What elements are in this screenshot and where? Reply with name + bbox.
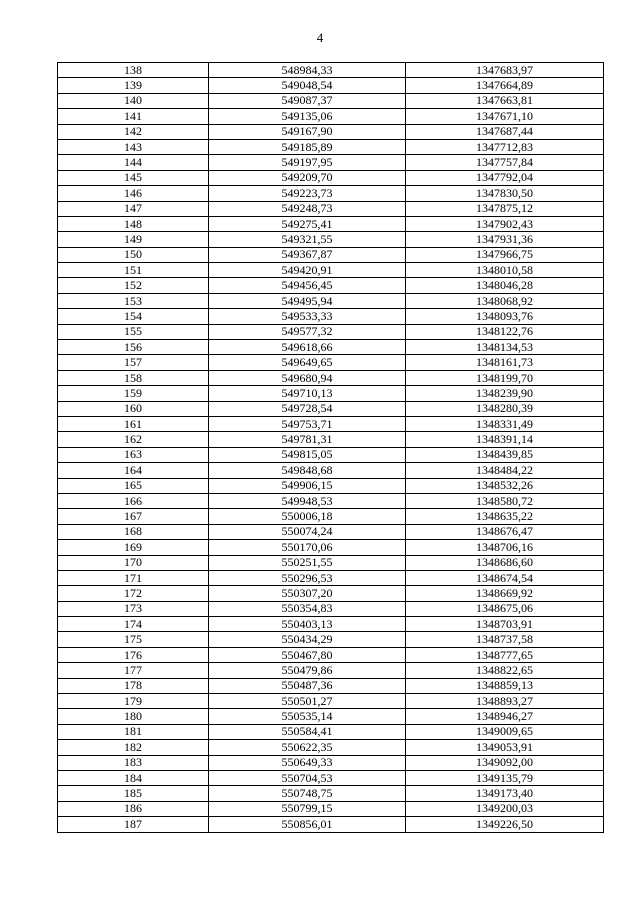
- y-coordinate-cell: 1348674,54: [406, 570, 604, 585]
- y-coordinate-cell: 1348686,60: [406, 555, 604, 570]
- point-number-cell: 157: [58, 355, 209, 370]
- x-coordinate-cell: 549197,95: [209, 155, 406, 170]
- x-coordinate-cell: 550354,83: [209, 601, 406, 616]
- x-coordinate-cell: 550501,27: [209, 694, 406, 709]
- point-number-cell: 158: [58, 370, 209, 385]
- table-row: [58, 355, 604, 370]
- table-row: [58, 432, 604, 447]
- table-row: [58, 694, 604, 709]
- y-coordinate-cell: 1347683,97: [406, 63, 604, 78]
- point-number-cell: 171: [58, 570, 209, 585]
- point-number-cell: 183: [58, 755, 209, 770]
- table-row: [58, 770, 604, 785]
- table-row: [58, 493, 604, 508]
- point-number-cell: 182: [58, 740, 209, 755]
- x-coordinate-cell: 549753,71: [209, 416, 406, 431]
- y-coordinate-cell: 1347931,36: [406, 232, 604, 247]
- table-row: [58, 478, 604, 493]
- x-coordinate-cell: 549087,37: [209, 93, 406, 108]
- point-number-cell: 184: [58, 770, 209, 785]
- y-coordinate-cell: 1348703,91: [406, 617, 604, 632]
- point-number-cell: 180: [58, 709, 209, 724]
- x-coordinate-cell: 549906,15: [209, 478, 406, 493]
- table-row: [58, 232, 604, 247]
- y-coordinate-cell: 1347792,04: [406, 170, 604, 185]
- x-coordinate-cell: 549815,05: [209, 447, 406, 462]
- y-coordinate-cell: 1347664,89: [406, 78, 604, 93]
- y-coordinate-cell: 1347830,50: [406, 186, 604, 201]
- y-coordinate-cell: 1348580,72: [406, 493, 604, 508]
- point-number-cell: 138: [58, 63, 209, 78]
- y-coordinate-cell: 1348777,65: [406, 647, 604, 662]
- point-number-cell: 174: [58, 617, 209, 632]
- point-number-cell: 172: [58, 586, 209, 601]
- y-coordinate-cell: 1348635,22: [406, 509, 604, 524]
- point-number-cell: 155: [58, 324, 209, 339]
- point-number-cell: 160: [58, 401, 209, 416]
- point-number-cell: 173: [58, 601, 209, 616]
- point-number-cell: 153: [58, 293, 209, 308]
- point-number-cell: 147: [58, 201, 209, 216]
- point-number-cell: 145: [58, 170, 209, 185]
- y-coordinate-cell: 1348068,92: [406, 293, 604, 308]
- y-coordinate-cell: 1348391,14: [406, 432, 604, 447]
- x-coordinate-cell: 550584,41: [209, 724, 406, 739]
- x-coordinate-cell: 550748,75: [209, 786, 406, 801]
- x-coordinate-cell: 549135,06: [209, 109, 406, 124]
- table-row: [58, 401, 604, 416]
- point-number-cell: 142: [58, 124, 209, 139]
- table-row: [58, 109, 604, 124]
- y-coordinate-cell: 1348893,27: [406, 694, 604, 709]
- x-coordinate-cell: 550006,18: [209, 509, 406, 524]
- x-coordinate-cell: 549680,94: [209, 370, 406, 385]
- point-number-cell: 152: [58, 278, 209, 293]
- x-coordinate-cell: 549781,31: [209, 432, 406, 447]
- table-row: [58, 570, 604, 585]
- y-coordinate-cell: 1348676,47: [406, 524, 604, 539]
- table-row: [58, 216, 604, 231]
- y-coordinate-cell: 1348122,76: [406, 324, 604, 339]
- point-number-cell: 151: [58, 263, 209, 278]
- y-coordinate-cell: 1347663,81: [406, 93, 604, 108]
- y-coordinate-cell: 1349135,79: [406, 770, 604, 785]
- table-row: [58, 817, 604, 832]
- x-coordinate-cell: 549649,65: [209, 355, 406, 370]
- table-row: [58, 786, 604, 801]
- point-number-cell: 175: [58, 632, 209, 647]
- coordinates-table-body: [58, 63, 604, 833]
- y-coordinate-cell: 1349226,50: [406, 817, 604, 832]
- table-row: [58, 447, 604, 462]
- x-coordinate-cell: 549577,32: [209, 324, 406, 339]
- x-coordinate-cell: 550487,36: [209, 678, 406, 693]
- table-row: [58, 78, 604, 93]
- table-row: [58, 647, 604, 662]
- point-number-cell: 148: [58, 216, 209, 231]
- point-number-cell: 159: [58, 386, 209, 401]
- y-coordinate-cell: 1347875,12: [406, 201, 604, 216]
- point-number-cell: 139: [58, 78, 209, 93]
- table-row: [58, 709, 604, 724]
- table-row: [58, 755, 604, 770]
- x-coordinate-cell: 549223,73: [209, 186, 406, 201]
- y-coordinate-cell: 1347712,83: [406, 139, 604, 154]
- table-row: [58, 617, 604, 632]
- table-row: [58, 309, 604, 324]
- table-row: [58, 186, 604, 201]
- point-number-cell: 164: [58, 463, 209, 478]
- x-coordinate-cell: 549420,91: [209, 263, 406, 278]
- point-number-cell: 161: [58, 416, 209, 431]
- table-row: [58, 63, 604, 78]
- x-coordinate-cell: 549710,13: [209, 386, 406, 401]
- x-coordinate-cell: 549167,90: [209, 124, 406, 139]
- x-coordinate-cell: 549209,70: [209, 170, 406, 185]
- x-coordinate-cell: 550434,29: [209, 632, 406, 647]
- y-coordinate-cell: 1348675,06: [406, 601, 604, 616]
- x-coordinate-cell: 550307,20: [209, 586, 406, 601]
- point-number-cell: 146: [58, 186, 209, 201]
- table-row: [58, 663, 604, 678]
- y-coordinate-cell: 1348737,58: [406, 632, 604, 647]
- point-number-cell: 185: [58, 786, 209, 801]
- x-coordinate-cell: 549275,41: [209, 216, 406, 231]
- point-number-cell: 176: [58, 647, 209, 662]
- point-number-cell: 141: [58, 109, 209, 124]
- table-row: [58, 93, 604, 108]
- point-number-cell: 187: [58, 817, 209, 832]
- x-coordinate-cell: 550649,33: [209, 755, 406, 770]
- y-coordinate-cell: 1347671,10: [406, 109, 604, 124]
- table-row: [58, 555, 604, 570]
- point-number-cell: 181: [58, 724, 209, 739]
- y-coordinate-cell: 1348484,22: [406, 463, 604, 478]
- y-coordinate-cell: 1349009,65: [406, 724, 604, 739]
- x-coordinate-cell: 550467,80: [209, 647, 406, 662]
- table-row: [58, 293, 604, 308]
- x-coordinate-cell: 550622,35: [209, 740, 406, 755]
- x-coordinate-cell: 549618,66: [209, 340, 406, 355]
- y-coordinate-cell: 1348669,92: [406, 586, 604, 601]
- table-row: [58, 601, 604, 616]
- table-row: [58, 509, 604, 524]
- coordinates-table: [57, 62, 604, 833]
- point-number-cell: 144: [58, 155, 209, 170]
- table-row: [58, 370, 604, 385]
- table-row: [58, 463, 604, 478]
- x-coordinate-cell: 549248,73: [209, 201, 406, 216]
- x-coordinate-cell: 549321,55: [209, 232, 406, 247]
- y-coordinate-cell: 1349053,91: [406, 740, 604, 755]
- table-row: [58, 278, 604, 293]
- y-coordinate-cell: 1348859,13: [406, 678, 604, 693]
- x-coordinate-cell: 549185,89: [209, 139, 406, 154]
- x-coordinate-cell: 550296,53: [209, 570, 406, 585]
- point-number-cell: 186: [58, 801, 209, 816]
- y-coordinate-cell: 1348946,27: [406, 709, 604, 724]
- x-coordinate-cell: 550479,86: [209, 663, 406, 678]
- y-coordinate-cell: 1348822,65: [406, 663, 604, 678]
- x-coordinate-cell: 549367,87: [209, 247, 406, 262]
- point-number-cell: 168: [58, 524, 209, 539]
- y-coordinate-cell: 1347966,75: [406, 247, 604, 262]
- table-row: [58, 386, 604, 401]
- x-coordinate-cell: 549728,54: [209, 401, 406, 416]
- point-number-cell: 154: [58, 309, 209, 324]
- table-row: [58, 247, 604, 262]
- y-coordinate-cell: 1349092,00: [406, 755, 604, 770]
- x-coordinate-cell: 550170,06: [209, 540, 406, 555]
- y-coordinate-cell: 1347687,44: [406, 124, 604, 139]
- y-coordinate-cell: 1348093,76: [406, 309, 604, 324]
- table-row: [58, 540, 604, 555]
- table-row: [58, 124, 604, 139]
- y-coordinate-cell: 1348010,58: [406, 263, 604, 278]
- table-row: [58, 324, 604, 339]
- table-row: [58, 416, 604, 431]
- point-number-cell: 162: [58, 432, 209, 447]
- y-coordinate-cell: 1348161,73: [406, 355, 604, 370]
- point-number-cell: 177: [58, 663, 209, 678]
- table-row: [58, 263, 604, 278]
- x-coordinate-cell: 549456,45: [209, 278, 406, 293]
- table-row: [58, 170, 604, 185]
- table-row: [58, 724, 604, 739]
- page-number: 4: [316, 30, 324, 45]
- point-number-cell: 150: [58, 247, 209, 262]
- table-row: [58, 586, 604, 601]
- y-coordinate-cell: 1348331,49: [406, 416, 604, 431]
- x-coordinate-cell: 550856,01: [209, 817, 406, 832]
- y-coordinate-cell: 1349200,03: [406, 801, 604, 816]
- point-number-cell: 165: [58, 478, 209, 493]
- x-coordinate-cell: 550251,55: [209, 555, 406, 570]
- x-coordinate-cell: 550535,14: [209, 709, 406, 724]
- y-coordinate-cell: 1348239,90: [406, 386, 604, 401]
- table-row: [58, 201, 604, 216]
- y-coordinate-cell: 1347902,43: [406, 216, 604, 231]
- y-coordinate-cell: 1348280,39: [406, 401, 604, 416]
- point-number-cell: 143: [58, 139, 209, 154]
- point-number-cell: 156: [58, 340, 209, 355]
- x-coordinate-cell: 550704,53: [209, 770, 406, 785]
- table-row: [58, 139, 604, 154]
- table-row: [58, 632, 604, 647]
- x-coordinate-cell: 550074,24: [209, 524, 406, 539]
- point-number-cell: 169: [58, 540, 209, 555]
- table-row: [58, 155, 604, 170]
- table-row: [58, 678, 604, 693]
- y-coordinate-cell: 1348199,70: [406, 370, 604, 385]
- y-coordinate-cell: 1349173,40: [406, 786, 604, 801]
- table-row: [58, 524, 604, 539]
- table-row: [58, 740, 604, 755]
- point-number-cell: 166: [58, 493, 209, 508]
- x-coordinate-cell: 549495,94: [209, 293, 406, 308]
- table-row: [58, 340, 604, 355]
- x-coordinate-cell: 550799,15: [209, 801, 406, 816]
- y-coordinate-cell: 1348046,28: [406, 278, 604, 293]
- point-number-cell: 167: [58, 509, 209, 524]
- x-coordinate-cell: 549848,68: [209, 463, 406, 478]
- point-number-cell: 140: [58, 93, 209, 108]
- y-coordinate-cell: 1348134,53: [406, 340, 604, 355]
- point-number-cell: 170: [58, 555, 209, 570]
- table-row: [58, 801, 604, 816]
- y-coordinate-cell: 1348532,26: [406, 478, 604, 493]
- point-number-cell: 179: [58, 694, 209, 709]
- x-coordinate-cell: 550403,13: [209, 617, 406, 632]
- x-coordinate-cell: 549948,53: [209, 493, 406, 508]
- point-number-cell: 178: [58, 678, 209, 693]
- point-number-cell: 149: [58, 232, 209, 247]
- x-coordinate-cell: 548984,33: [209, 63, 406, 78]
- x-coordinate-cell: 549533,33: [209, 309, 406, 324]
- y-coordinate-cell: 1348439,85: [406, 447, 604, 462]
- y-coordinate-cell: 1348706,16: [406, 540, 604, 555]
- point-number-cell: 163: [58, 447, 209, 462]
- x-coordinate-cell: 549048,54: [209, 78, 406, 93]
- y-coordinate-cell: 1347757,84: [406, 155, 604, 170]
